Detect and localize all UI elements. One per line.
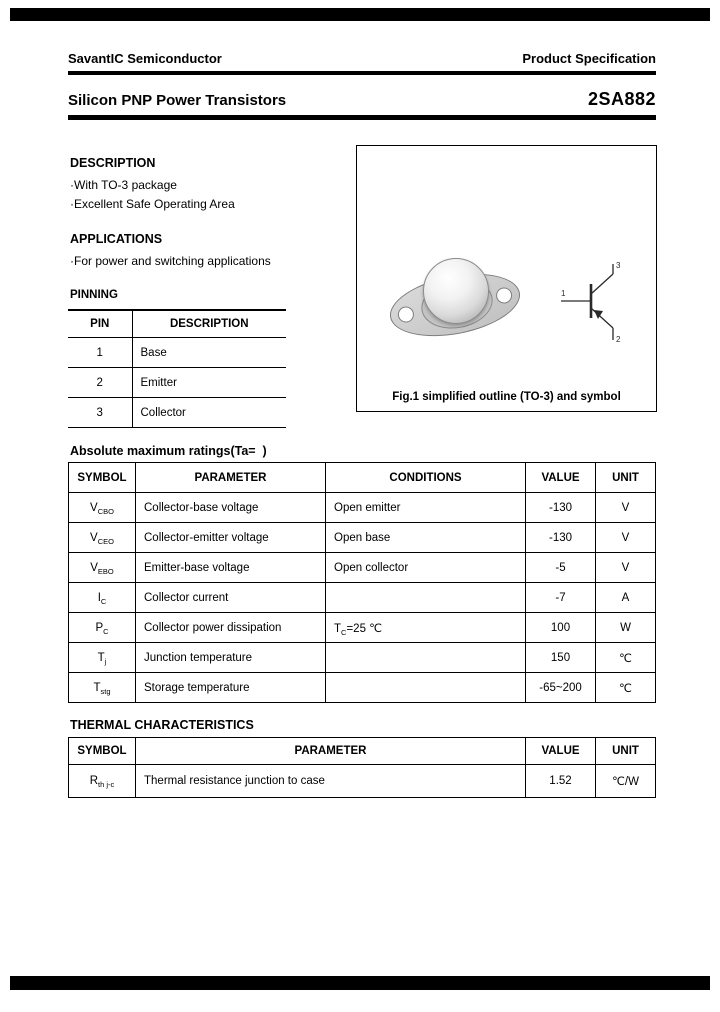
symbol-cell: $P_C$ — [69, 613, 136, 643]
unit-cell: V — [596, 493, 656, 523]
applications-heading: APPLICATIONS — [70, 232, 163, 246]
parameter-cell: Collector-emitter voltage — [136, 523, 326, 553]
abs-max-row — [69, 553, 656, 583]
thermal-row — [69, 765, 656, 798]
page-header — [68, 51, 656, 66]
symbol-cell: $T_j$ — [69, 643, 136, 673]
conditions-cell: Open base — [326, 523, 526, 553]
value-cell: 100 — [526, 613, 596, 643]
abs-max-header-row — [69, 463, 656, 493]
abs-max-row — [69, 673, 656, 703]
unit-cell: V — [596, 553, 656, 583]
unit-cell: V — [596, 523, 656, 553]
abs-max-row — [69, 523, 656, 553]
pnp-transistor-symbol-icon — [557, 256, 637, 348]
title-row — [68, 89, 656, 110]
description-section — [70, 156, 235, 213]
parameter-column-header: PARAMETER — [136, 463, 326, 493]
value-cell: -7 — [526, 583, 596, 613]
pin-number-cell: 2 — [68, 368, 132, 398]
pin-description-cell: Collector — [132, 398, 286, 428]
abs-max-row — [69, 493, 656, 523]
pinning-row — [68, 398, 286, 428]
value-cell: 1.52 — [526, 765, 596, 798]
value-column-header: VALUE — [526, 463, 596, 493]
abs-max-row — [69, 643, 656, 673]
parameter-column-header: PARAMETER — [136, 738, 526, 765]
conditions-cell: Open emitter — [326, 493, 526, 523]
pinning-row — [68, 368, 286, 398]
thermal-table — [68, 737, 656, 798]
abs-max-row — [69, 583, 656, 613]
abs-max-table — [68, 462, 656, 703]
description-item: ·Excellent Safe Operating Area — [70, 196, 235, 211]
pinning-table — [68, 309, 286, 428]
pin-label-emitter: 2 — [616, 335, 621, 344]
unit-cell: W — [596, 613, 656, 643]
company-name: SavantIC Semiconductor — [68, 51, 222, 66]
symbol-cell: $I_C$ — [69, 583, 136, 613]
value-cell: -130 — [526, 493, 596, 523]
unit-cell: A — [596, 583, 656, 613]
conditions-cell: $T_C=25$ ℃ — [326, 613, 526, 643]
figure-caption: Fig.1 simplified outline (TO-3) and symbol — [392, 391, 621, 403]
to3-package-drawing — [387, 254, 527, 349]
parameter-cell: Collector power dissipation — [136, 613, 326, 643]
unit-column-header: UNIT — [596, 463, 656, 493]
pin-label-collector: 3 — [616, 261, 621, 270]
value-column-header: VALUE — [526, 738, 596, 765]
unit-cell: ℃ — [596, 673, 656, 703]
pin-number-cell: 3 — [68, 398, 132, 428]
abs-max-heading: Absolute maximum ratings(Ta= ) — [70, 444, 267, 458]
pinning-heading: PINNING — [70, 289, 118, 301]
symbol-cell: $V_{CBO}$ — [69, 493, 136, 523]
parameter-cell: Thermal resistance junction to case — [136, 765, 526, 798]
pin-number-cell: 1 — [68, 338, 132, 368]
thermal-heading: THERMAL CHARACTERISTICS — [70, 718, 254, 732]
parameter-cell: Storage temperature — [136, 673, 326, 703]
figure-box — [356, 145, 657, 412]
pinning-header-row — [68, 310, 286, 338]
symbol-cell: $T_{stg}$ — [69, 673, 136, 703]
pin-column-header: PIN — [68, 310, 132, 338]
conditions-column-header: CONDITIONS — [326, 463, 526, 493]
part-number: 2SA882 — [587, 89, 656, 109]
bottom-border-bar — [10, 976, 710, 990]
parameter-cell: Emitter-base voltage — [136, 553, 326, 583]
pin-description-cell: Base — [132, 338, 286, 368]
description-item: ·With TO-3 package — [70, 178, 177, 192]
top-border-bar — [10, 8, 710, 21]
symbol-column-header: SYMBOL — [69, 463, 136, 493]
title-rule — [68, 115, 656, 120]
header-rule — [68, 71, 656, 75]
description-column-header: DESCRIPTION — [132, 310, 286, 338]
unit-column-header: UNIT — [596, 738, 656, 765]
description-heading: DESCRIPTION — [70, 156, 156, 170]
conditions-cell — [326, 583, 526, 613]
mounting-hole-right-icon — [495, 286, 514, 305]
mounting-hole-left-icon — [397, 305, 416, 324]
to3-dome — [423, 258, 489, 324]
parameter-cell: Collector-base voltage — [136, 493, 326, 523]
unit-cell: ℃ — [596, 643, 656, 673]
symbol-cell: $V_{CEO}$ — [69, 523, 136, 553]
value-cell: 150 — [526, 643, 596, 673]
unit-cell: ℃/W — [596, 765, 656, 798]
conditions-cell — [326, 673, 526, 703]
parameter-cell: Junction temperature — [136, 643, 326, 673]
applications-item: ·For power and switching applications — [70, 254, 271, 268]
symbol-column-header: SYMBOL — [69, 738, 136, 765]
pin-description-cell: Emitter — [132, 368, 286, 398]
abs-max-row — [69, 613, 656, 643]
value-cell: -65~200 — [526, 673, 596, 703]
conditions-cell — [326, 643, 526, 673]
applications-section — [70, 232, 271, 271]
parameter-cell: Collector current — [136, 583, 326, 613]
value-cell: -130 — [526, 523, 596, 553]
thermal-header-row — [69, 738, 656, 765]
symbol-cell: $R_{th j-c}$ — [69, 765, 136, 798]
spec-label: Product Specification — [522, 51, 656, 66]
value-cell: -5 — [526, 553, 596, 583]
page-title: Silicon PNP Power Transistors — [68, 92, 287, 109]
pinning-row — [68, 338, 286, 368]
conditions-cell: Open collector — [326, 553, 526, 583]
symbol-cell: $V_{EBO}$ — [69, 553, 136, 583]
pin-label-base: 1 — [561, 289, 566, 298]
